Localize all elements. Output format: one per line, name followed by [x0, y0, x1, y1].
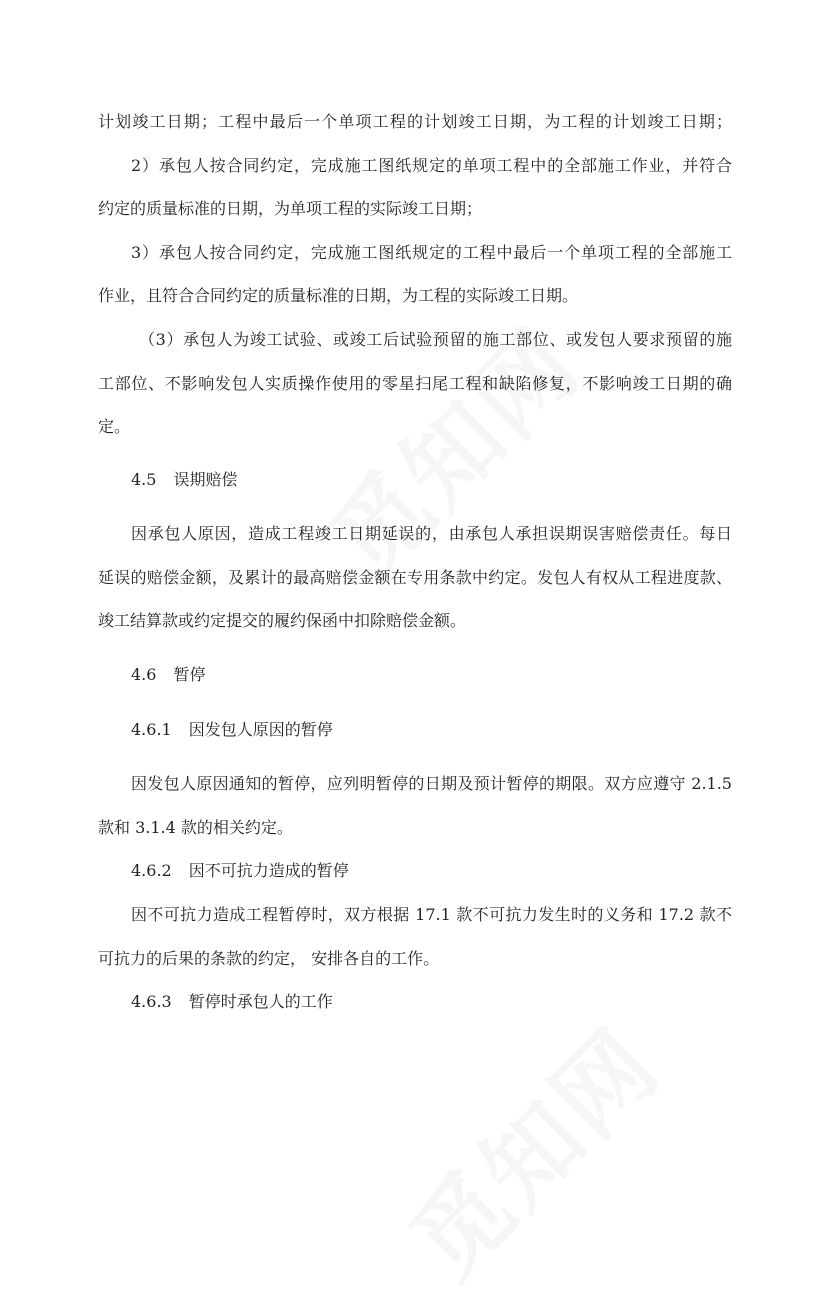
paragraph-line: 延误的赔偿金额，及累计的最高赔偿金额在专用条款中约定。发包人有权从工程进度款、 [98, 568, 732, 587]
paragraph-line: 定。 [98, 417, 131, 436]
paragraph-line: 2）承包人按合同约定，完成施工图纸规定的单项工程中的全部施工作业，并符合 [131, 156, 732, 175]
section-title: 暂停 [173, 665, 206, 684]
section-heading-4-6 [131, 665, 205, 685]
section-title: 误期赔偿 [173, 470, 238, 489]
paragraph-line: 因发包人原因通知的暂停，应列明暂停的日期及预计暂停的期限。双方应遵守 2.1.5 [131, 774, 732, 793]
watermark [375, 994, 684, 1303]
paragraph-line: 作业，且符合合同约定的质量标准的日期，为工程的实际竣工日期。 [98, 286, 579, 305]
paragraph-line: 因不可抗力造成工程暂停时，双方根据 17.1 款不可抗力发生时的义务和 17.2 款不 [131, 905, 732, 924]
section-title: 暂停时承包人的工作 [188, 992, 333, 1011]
section-number: 4.6.3 [131, 992, 172, 1011]
section-heading-4-5 [131, 470, 237, 490]
paragraph-line: 计划竣工日期；工程中最后一个单项工程的计划竣工日期，为工程的计划竣工日期； [98, 112, 732, 131]
paragraph-line: 约定的质量标准的日期，为单项工程的实际竣工日期； [98, 199, 483, 218]
section-number: 4.5 [131, 470, 157, 489]
section-number: 4.6 [131, 665, 157, 684]
paragraph-line: （3）承包人为竣工试验、或竣工后试验预留的施工部位、或发包人要求预留的施 [139, 330, 732, 349]
section-heading-4-6-3 [131, 992, 333, 1012]
section-heading-4-6-2 [131, 861, 349, 881]
section-number: 4.6.2 [131, 861, 172, 880]
section-title: 因不可抗力造成的暂停 [188, 861, 349, 880]
section-number: 4.6.1 [131, 720, 172, 739]
paragraph-line: 因承包人原因，造成工程竣工日期延误的，由承包人承担误期误害赔偿责任。每日 [131, 524, 732, 543]
paragraph-line: 工部位、不影响发包人实质操作使用的零星扫尾工程和缺陷修复，不影响竣工日期的确 [98, 374, 732, 393]
paragraph-line: 可抗力的后果的条款的约定， 安排各自的工作。 [98, 949, 440, 968]
paragraph-line: 3）承包人按合同约定，完成施工图纸规定的工程中最后一个单项工程的全部施工 [131, 243, 732, 262]
paragraph-line: 款和 3.1.4 款的相关约定。 [98, 818, 293, 837]
section-title: 因发包人原因的暂停 [188, 720, 333, 739]
paragraph-line: 竣工结算款或约定提交的履约保函中扣除赔偿金额。 [98, 611, 467, 630]
section-heading-4-6-1 [131, 720, 333, 740]
